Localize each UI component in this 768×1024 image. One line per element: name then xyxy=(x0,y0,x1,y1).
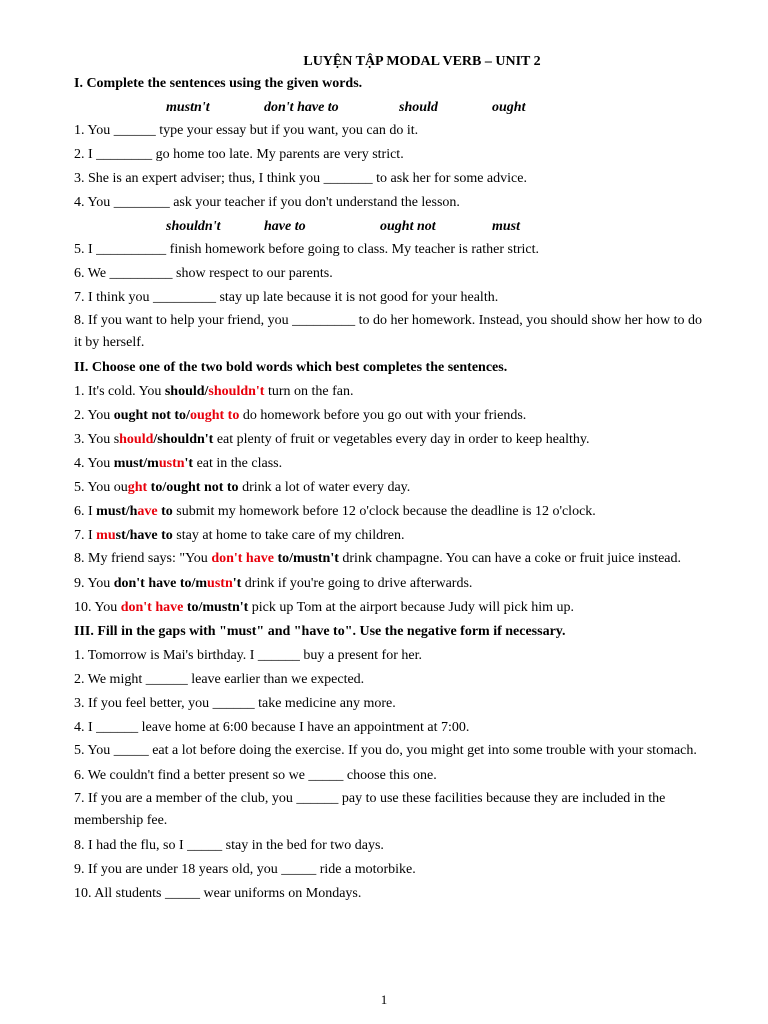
word-bank-item: mustn't xyxy=(166,100,210,115)
sentence-text: 7. I xyxy=(74,528,97,543)
exercise-3-item: 1. Tomorrow is Mai's birthday. I ______ buy a present for her. xyxy=(74,648,422,663)
exercise-3-item: 6. We couldn't find a better present so we _____ choose this one. xyxy=(74,768,437,783)
exercise-2-item xyxy=(74,452,706,476)
sentence-text: turn on the fan. xyxy=(264,384,354,399)
sentence-text: 10. You xyxy=(74,600,121,615)
answer-highlight: hould xyxy=(119,432,154,447)
sentence-text: drink a lot of water every day. xyxy=(238,480,411,495)
sentence-text: 1. It's cold. You xyxy=(74,384,165,399)
option-text: 't xyxy=(232,576,242,591)
sentence-text: 9. You xyxy=(74,576,114,591)
option-text: don't have to/m xyxy=(113,576,208,591)
exercise-1-item: 4. You ________ ask your teacher if you don't understand the lesson. xyxy=(74,195,460,210)
option-text: st/have to xyxy=(115,528,173,543)
sentence-text: drink if you're going to drive afterwards. xyxy=(241,576,473,591)
word-bank-item: don't have to xyxy=(264,100,339,115)
exercise-1-item: 1. You ______ type your essay but if you want, you can do it. xyxy=(74,123,419,138)
answer-highlight: mu xyxy=(96,528,116,543)
sentence-text: submit my homework before 12 o'clock because the deadline is 12 o'clock. xyxy=(172,504,596,519)
exercise-2-item xyxy=(74,428,706,452)
option-text: must/h xyxy=(96,504,138,519)
exercise-1-item: 3. She is an expert adviser; thus, I think you _______ to ask her for some advice. xyxy=(74,171,527,186)
sentence-text: drink champagne. You can have a coke or fruit juice instead. xyxy=(338,551,682,566)
exercise-3-item: 3. If you feel better, you ______ take medicine any more. xyxy=(74,696,396,711)
exercise-3-item: 10. All students _____ wear uniforms on Mondays. xyxy=(74,886,362,901)
answer-highlight: ought to xyxy=(189,408,240,423)
answer-highlight: don't have xyxy=(120,600,184,615)
option-text: should/ xyxy=(164,384,209,399)
exercise-3-item: 5. You _____ eat a lot before doing the exercise. If you do, you might get into some trouble with your stomach. xyxy=(74,743,697,758)
exercise-3-item: 7. If you are a member of the club, you ______ pay to use these facilities because they are included in the membership fee. xyxy=(74,791,666,828)
section-1-heading: I. Complete the sentences using the given words. xyxy=(74,76,363,91)
exercise-2-item xyxy=(74,476,706,500)
exercise-2-item xyxy=(74,572,706,596)
option-text: ought not to/ xyxy=(113,408,190,423)
word-bank-a xyxy=(74,96,706,119)
exercise-1-item: 7. I think you _________ stay up late because it is not good for your health. xyxy=(74,290,499,305)
exercise-3-item: 9. If you are under 18 years old, you _____ ride a motorbike. xyxy=(74,862,416,877)
sentence-text: 2. You xyxy=(74,408,114,423)
exercise-2-item xyxy=(74,524,706,548)
option-text: to/mustn't xyxy=(273,551,339,566)
sentence-text: 3. You s xyxy=(74,432,120,447)
sentence-text: do homework before you go out with your friends. xyxy=(239,408,527,423)
word-bank-item: have to xyxy=(264,219,306,234)
exercise-2-item xyxy=(74,500,706,524)
sentence-text: eat plenty of fruit or vegetables every day in order to keep healthy. xyxy=(213,432,590,447)
answer-highlight: shouldn't xyxy=(208,384,265,399)
section-2-list xyxy=(74,380,706,620)
exercise-1-item: 2. I ________ go home too late. My parents are very strict. xyxy=(74,147,404,162)
answer-highlight: ustn xyxy=(207,576,233,591)
answer-highlight: don't have xyxy=(211,551,274,566)
answer-highlight: ght xyxy=(127,480,148,495)
exercise-3-item: 2. We might ______ leave earlier than we expected. xyxy=(74,672,365,687)
sentence-text: 5. You ou xyxy=(74,480,128,495)
exercise-3-item: 4. I ______ leave home at 6:00 because I have an appointment at 7:00. xyxy=(74,720,470,735)
sentence-text: 8. My friend says: "You xyxy=(74,551,212,566)
exercise-2-item xyxy=(74,596,706,620)
option-text: to xyxy=(157,504,173,519)
option-text: must/m xyxy=(113,456,159,471)
word-bank-item: must xyxy=(492,219,521,234)
word-bank-item: ought not xyxy=(380,219,436,234)
word-bank-b xyxy=(74,215,706,238)
word-bank-item: shouldn't xyxy=(166,219,221,234)
exercise-2-item xyxy=(74,404,706,428)
option-text: to/ought not to xyxy=(147,480,239,495)
answer-highlight: ustn xyxy=(158,456,185,471)
word-bank-item: ought xyxy=(492,100,526,115)
page-number: 1 xyxy=(380,992,388,1007)
worksheet xyxy=(74,52,706,906)
exercise-1-item: 5. I __________ finish homework before going to class. My teacher is rather strict. xyxy=(74,242,540,257)
sentence-text: stay at home to take care of my children. xyxy=(172,528,405,543)
exercise-2-item xyxy=(74,548,706,570)
option-text: to/mustn't xyxy=(183,600,249,615)
exercise-1-item: 6. We _________ show respect to our parents. xyxy=(74,266,333,281)
sentence-text: pick up Tom at the airport because Judy will pick him up. xyxy=(248,600,575,615)
answer-highlight: ave xyxy=(137,504,158,519)
option-text: 't xyxy=(184,456,194,471)
option-text: /shouldn't xyxy=(153,432,214,447)
exercise-2-item xyxy=(74,380,706,404)
sentence-text: eat in the class. xyxy=(193,456,283,471)
word-bank-item: should xyxy=(399,100,438,115)
section-3-heading: III. Fill in the gaps with "must" and "have to". Use the negative form if necessary. xyxy=(74,624,566,639)
exercise-1-item: 8. If you want to help your friend, you _________ to do her homework. Instead, you should show her how to do it by herself. xyxy=(74,313,702,350)
exercise-3-item: 8. I had the flu, so I _____ stay in the bed for two days. xyxy=(74,838,384,853)
section-2-heading: II. Choose one of the two bold words which best completes the sentences. xyxy=(74,360,508,375)
page-title: LUYỆN TẬP MODAL VERB – UNIT 2 xyxy=(303,54,541,69)
sentence-text: 6. I xyxy=(74,504,97,519)
sentence-text: 4. You xyxy=(74,456,114,471)
